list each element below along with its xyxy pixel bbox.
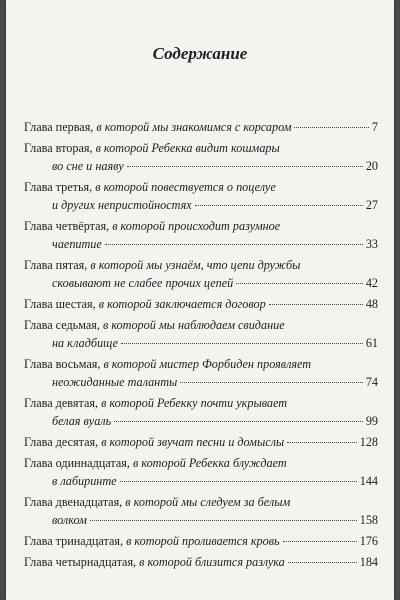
toc-entry-line	[24, 373, 378, 391]
page-number: 184	[359, 555, 378, 569]
page-title: Содержание	[152, 44, 248, 63]
dot-leader	[90, 520, 357, 521]
dot-leader	[287, 442, 357, 443]
chapter-description: и других непристойностях	[52, 198, 192, 212]
chapter-description: в лабиринте	[52, 474, 117, 488]
chapter-description: волком	[52, 513, 87, 527]
toc-entry	[24, 139, 378, 175]
dot-leader	[105, 244, 363, 245]
chapter-description: на кладбище	[52, 336, 118, 350]
chapter-label: Глава четырнадцатая,	[24, 555, 137, 569]
page-number: 99	[365, 414, 378, 428]
chapter-description: в которой мы следуем за белым	[122, 495, 291, 509]
chapter-label: Глава третья,	[24, 180, 93, 194]
toc-entry-line	[24, 139, 378, 157]
chapter-label: Глава двенадцатая,	[24, 495, 123, 509]
page-number: 33	[365, 237, 378, 251]
dot-leader	[236, 283, 363, 284]
chapter-description: белая вуаль	[52, 414, 112, 428]
page-number: 128	[359, 435, 378, 449]
toc-entry-line	[24, 472, 378, 490]
page-number: 61	[365, 336, 378, 350]
page-number: 20	[365, 159, 378, 173]
toc-entry-line	[24, 256, 378, 274]
page-number: 42	[365, 276, 378, 290]
chapter-description: в которой Ребекка блуждает	[129, 456, 287, 470]
toc-entry-line	[24, 157, 378, 175]
chapter-label: Глава седьмая,	[24, 318, 100, 332]
toc-entry-line	[24, 394, 378, 412]
chapter-label: Глава четвёртая,	[24, 219, 110, 233]
chapter-label: Глава одиннадцатая,	[24, 456, 130, 470]
toc-entry-line	[24, 295, 378, 313]
chapter-description: в которой мистер Форбиден проявляет	[100, 357, 312, 371]
toc-entry	[24, 454, 378, 490]
chapter-description: во сне и наяву	[52, 159, 124, 173]
toc-entry-line	[24, 196, 378, 214]
dot-leader	[195, 205, 363, 206]
dot-leader	[127, 166, 363, 167]
toc-entry	[24, 394, 378, 430]
toc-entry-line	[24, 493, 378, 511]
toc-entry	[24, 295, 378, 313]
chapter-label: Глава десятая,	[24, 435, 99, 449]
toc-entry-line	[24, 217, 378, 235]
chapter-description: в которой близится разлука	[136, 555, 285, 569]
chapter-description: в которой Ребекку почти укрывает	[98, 396, 288, 410]
chapter-description: в которой звучат песни и домыслы	[98, 435, 285, 449]
chapter-description: в которой повествуется о поцелуе	[92, 180, 276, 194]
toc-entry	[24, 256, 378, 292]
page-number: 48	[365, 297, 378, 311]
chapter-description: в которой заключается договор	[95, 297, 266, 311]
toc-entry-line	[24, 235, 378, 253]
toc-entry	[24, 118, 378, 136]
toc-entry	[24, 532, 378, 550]
chapter-description: в которой мы знакомимся с корсаром	[93, 120, 292, 134]
toc-entry-line	[24, 433, 378, 451]
toc-entry-line	[24, 274, 378, 292]
toc-entry-line	[24, 532, 378, 550]
page-number: 7	[371, 120, 378, 134]
toc-entry-line	[24, 355, 378, 373]
chapter-description: в которой проливается кровь	[123, 534, 280, 548]
dot-leader	[120, 481, 357, 482]
toc-entry	[24, 493, 378, 529]
toc-entry-line	[24, 178, 378, 196]
toc-entry	[24, 355, 378, 391]
page-number: 176	[359, 534, 378, 548]
table-of-contents	[24, 118, 378, 574]
toc-entry	[24, 217, 378, 253]
page-number: 27	[365, 198, 378, 212]
chapter-description: в которой происходит разумное	[109, 219, 281, 233]
toc-entry-line	[24, 334, 378, 352]
toc-entry	[24, 433, 378, 451]
chapter-label: Глава вторая,	[24, 141, 93, 155]
dot-leader	[283, 541, 357, 542]
dot-leader	[288, 562, 357, 563]
dot-leader	[114, 421, 363, 422]
toc-entry	[24, 316, 378, 352]
toc-entry-line	[24, 511, 378, 529]
chapter-label: Глава шестая,	[24, 297, 96, 311]
chapter-description: в которой мы наблюдаем свидание	[99, 318, 285, 332]
page-number: 74	[365, 375, 378, 389]
chapter-description: в которой мы узнаём, что цепи дружбы	[87, 258, 301, 272]
toc-entry-line	[24, 316, 378, 334]
book-page	[6, 0, 394, 600]
chapter-label: Глава девятая,	[24, 396, 99, 410]
chapter-label: Глава первая,	[24, 120, 94, 134]
chapter-label: Глава пятая,	[24, 258, 88, 272]
toc-entry-line	[24, 412, 378, 430]
chapter-description: сковывают не слабее прочих цепей	[52, 276, 234, 290]
toc-entry-line	[24, 118, 378, 136]
dot-leader	[121, 343, 363, 344]
chapter-description: чаепитие	[52, 237, 102, 251]
chapter-description: в которой Ребекка видит кошмары	[92, 141, 280, 155]
toc-entry	[24, 553, 378, 571]
toc-entry-line	[24, 553, 378, 571]
dot-leader	[294, 127, 368, 128]
dot-leader	[180, 382, 363, 383]
page-number: 144	[359, 474, 378, 488]
dot-leader	[269, 304, 363, 305]
chapter-description: неожиданные таланты	[52, 375, 178, 389]
page-number: 158	[359, 513, 378, 527]
chapter-label: Глава тринадцатая,	[24, 534, 124, 548]
chapter-label: Глава восьмая,	[24, 357, 101, 371]
toc-entry	[24, 178, 378, 214]
toc-entry-line	[24, 454, 378, 472]
